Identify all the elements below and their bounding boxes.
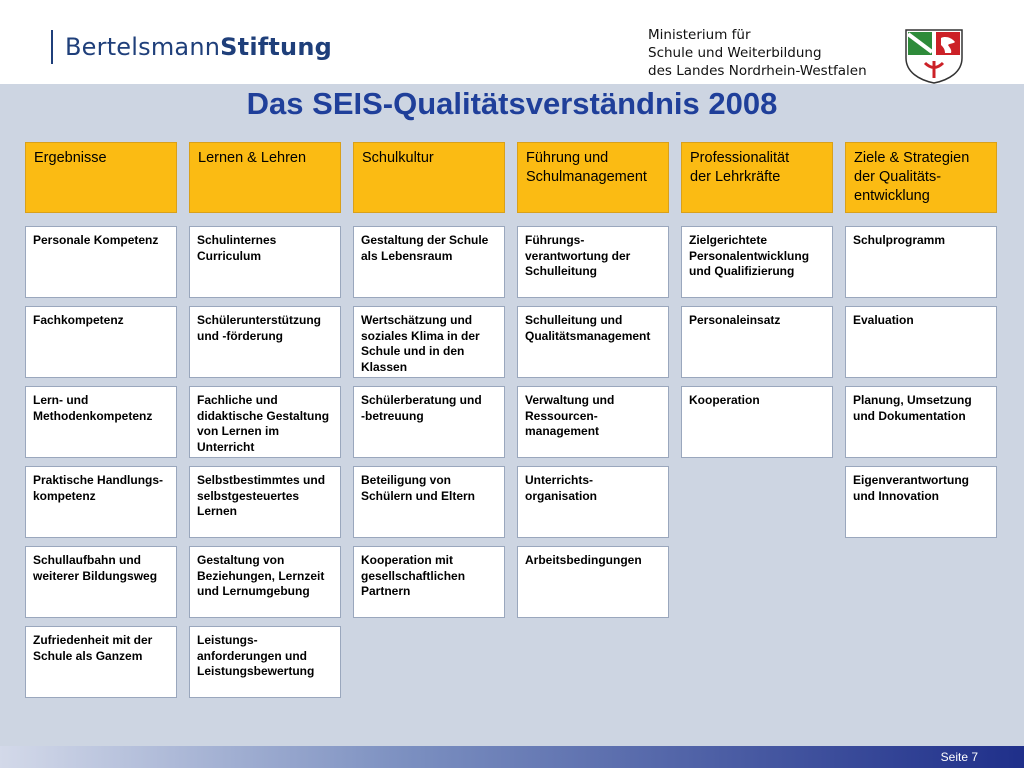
ministry-name [648,26,888,80]
column-header: Professionalität der Lehrkräfte [681,142,833,213]
criterion-cell: Schulprogramm [845,226,997,298]
criterion-cell: Planung, Umsetzung und Dokumentation [845,386,997,458]
criterion-cell: Praktische Handlungs- kompetenz [25,466,177,538]
criterion-cell: Gestaltung der Schule als Lebensraum [353,226,505,298]
criterion-cell: Gestaltung von Beziehungen, Lernzeit und Lernumgebung [189,546,341,618]
criterion-cell: Zufriedenheit mit der Schule als Ganzem [25,626,177,698]
bertelsmann-stiftung-logo [51,30,332,64]
criterion-cell: Fachliche und didaktische Gestaltung von Lernen im Unterricht [189,386,341,458]
criterion-cell: Führungs- verantwortung der Schulleitung [517,226,669,298]
page-title: Das SEIS-Qualitätsverständnis 2008 [246,86,778,121]
criterion-cell: Kooperation [681,386,833,458]
criterion-cell: Evaluation [845,306,997,378]
logo-text [65,33,332,61]
criterion-cell: Leistungs- anforderungen und Leistungsbewertung [189,626,341,698]
nrw-crest-icon [903,28,965,84]
criterion-cell: Selbstbestimmtes und selbstgesteuertes Lernen [189,466,341,538]
criterion-cell: Schullaufbahn und weiterer Bildungsweg [25,546,177,618]
page-number: Seite 7 [940,750,978,764]
column-header: Führung und Schulmanagement [517,142,669,213]
criterion-cell: Arbeitsbedingungen [517,546,669,618]
criterion-cell: Eigenverantwortung und Innovation [845,466,997,538]
criterion-cell: Lern- und Methodenkompetenz [25,386,177,458]
criterion-cell: Verwaltung und Ressourcen- management [517,386,669,458]
criterion-cell: Schulleitung und Qualitätsmanagement [517,306,669,378]
logo-text-part1: Bertelsmann [65,33,221,61]
column-header: Ergebnisse [25,142,177,213]
criterion-cell: Schülerberatung und -betreuung [353,386,505,458]
ministry-line-1: Ministerium für [648,27,751,43]
column-header: Ziele & Strategien der Qualitäts- entwicklung [845,142,997,213]
criterion-cell: Zielgerichtete Personalentwicklung und Qualifizierung [681,226,833,298]
ministry-line-2: Schule und Weiterbildung [648,45,822,61]
criterion-cell: Unterrichts- organisation [517,466,669,538]
criterion-cell: Personaleinsatz [681,306,833,378]
column-header: Lernen & Lehren [189,142,341,213]
criterion-cell: Schülerunterstützung und -förderung [189,306,341,378]
page-header [0,0,1024,84]
criterion-cell: Wertschätzung und soziales Klima in der Schule und in den Klassen [353,306,505,378]
logo-text-part2: Stiftung [220,33,333,61]
criterion-cell: Personale Kompetenz [25,226,177,298]
ministry-line-3: des Landes Nordrhein-Westfalen [648,63,867,79]
criterion-cell: Schulinternes Curriculum [189,226,341,298]
criterion-cell: Kooperation mit gesellschaftlichen Partnern [353,546,505,618]
criterion-cell: Beteiligung von Schülern und Eltern [353,466,505,538]
logo-divider [51,30,53,64]
page-footer [0,746,1024,768]
column-header: Schulkultur [353,142,505,213]
criterion-cell: Fachkompetenz [25,306,177,378]
